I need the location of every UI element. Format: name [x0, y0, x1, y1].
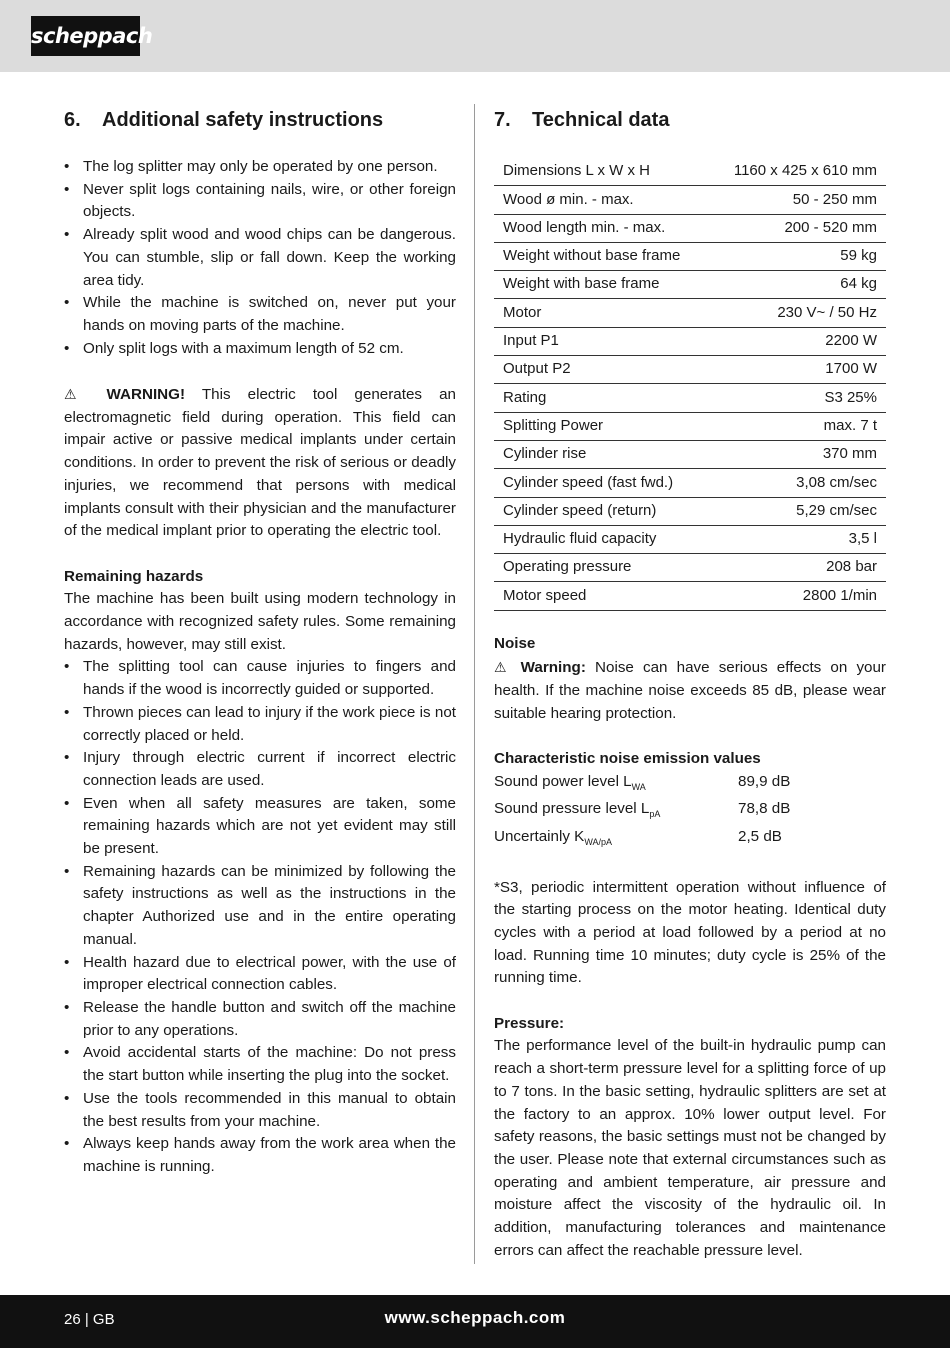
spec-label: Hydraulic fluid capacity [494, 525, 709, 553]
warning-triangle-icon: ⚠ [64, 386, 90, 403]
list-item: • The log splitter may only be operated by one person. [64, 156, 456, 179]
spec-label: Wood ø min. - max. [494, 186, 709, 214]
spec-value: 208 bar [709, 554, 886, 582]
spec-value: 2200 W [709, 327, 886, 355]
spec-label: Weight without base frame [494, 242, 709, 270]
spec-label: Weight with base frame [494, 271, 709, 299]
spec-label: Cylinder speed (return) [494, 497, 709, 525]
heading-text: Additional safety instructions [102, 109, 384, 131]
list-item: • While the machine is switched on, never put your hands on moving parts of the machine. [64, 292, 456, 337]
noise-warning-paragraph [494, 656, 886, 725]
spec-label: Cylinder speed (fast fwd.) [494, 469, 709, 497]
spec-value: 59 kg [709, 242, 886, 270]
spec-value: 2800 1/min [709, 582, 886, 610]
spec-value: 64 kg [709, 271, 886, 299]
table-row [494, 469, 886, 497]
spec-label: Wood length min. - max. [494, 214, 709, 242]
table-row [494, 412, 886, 440]
table-row [494, 299, 886, 327]
s3-note: *S3, periodic intermittent operation without influence of the starting process on the motor heating. Identical duty cycles with a period at load followed by a period at no load. Running time 10 minutes; duty cycle is 25% of the running time. [494, 878, 886, 987]
pressure-heading: Pressure: [494, 1014, 565, 1032]
emission-label-subscript: WA [631, 781, 646, 792]
footer-bar [0, 1295, 950, 1348]
noise-heading: Noise [494, 635, 536, 653]
emission-row [494, 771, 886, 799]
list-item: • Health hazard due to electrical power, with the use of improper electrical connection cables. [64, 952, 456, 997]
list-item: • Avoid accidental starts of the machine: Do not press the start button while inserting the plug into the socket. [64, 1042, 456, 1087]
table-row [494, 525, 886, 553]
table-row [494, 582, 886, 610]
list-item: • Never split logs containing nails, wire, or other foreign objects. [64, 179, 456, 224]
table-row [494, 384, 886, 412]
spec-value: S3 25% [709, 384, 886, 412]
table-row [494, 440, 886, 468]
spec-label: Motor speed [494, 582, 709, 610]
emission-value: 78,8 dB [738, 800, 791, 818]
table-row [494, 497, 886, 525]
emission-label-subscript: pA [649, 809, 661, 820]
scheppach-logo: scheppach [31, 16, 140, 56]
emission-label-subscript: WA/pA [584, 837, 613, 848]
emission-label [494, 826, 738, 854]
spec-label: Input P1 [494, 327, 709, 355]
technical-data-table [494, 158, 886, 611]
list-item: • Use the tools recommended in this manual to obtain the best results from your machine. [64, 1088, 456, 1133]
spec-value: 1700 W [709, 356, 886, 384]
table-row [494, 158, 886, 186]
warning-paragraph [64, 383, 456, 543]
spec-value: 5,29 cm/sec [709, 497, 886, 525]
website-link[interactable]: www.scheppach.com [384, 1308, 566, 1327]
list-item: • Even when all safety measures are taken, some remaining hazards which are not yet evident may still be present. [64, 793, 456, 861]
heading-number: 7. [494, 109, 511, 131]
list-item: • Thrown pieces can lead to injury if the work piece is not correctly placed or held. [64, 702, 456, 747]
list-item: • Already split wood and wood chips can be dangerous. You can stumble, slip or fall down. Keep the working area tidy. [64, 224, 456, 292]
heading-text: Technical data [532, 109, 670, 131]
warning-text: This electric tool generates an electromagnetic field during operation. This field can impair active or passive medical implants under certain conditions. In order to prevent the risk of serious or deadly injuries, we recommend that persons with medical implants consult with their physician and the manufacturer of the medical implant prior to operating the electric tool. [64, 386, 456, 540]
spec-label: Splitting Power [494, 412, 709, 440]
emission-label-text: Sound pressure level L [494, 800, 650, 818]
emission-row [494, 826, 886, 854]
spec-value: 200 - 520 mm [709, 214, 886, 242]
spec-label: Output P2 [494, 356, 709, 384]
spec-label: Dimensions L x W x H [494, 158, 709, 186]
spec-value: 3,5 l [709, 525, 886, 553]
section-7-heading [494, 106, 886, 156]
table-row [494, 356, 886, 384]
header-bar [0, 0, 950, 72]
spec-value: max. 7 t [709, 412, 886, 440]
right-column [494, 106, 886, 1262]
emission-label [494, 771, 738, 799]
list-item: • Injury through electric current if incorrect electric connection leads are used. [64, 747, 456, 792]
emission-label-text: Uncertainly K [494, 828, 585, 846]
spec-value: 50 - 250 mm [709, 186, 886, 214]
pressure-text: The performance level of the built-in hydraulic pump can reach a short-term pressure level for a splitting force of up to 7 tons. In the basic setting, hydraulic splitters are set at the factory to an approx. 10% lower output level. For safety reasons, the basic settings must not be changed by the user. Please note that external circumstances such as operating and ambient temperature, air pressure and moisture affect the viscosity of the hydraulic oil. In addition, manufacturing tolerances and maintenance errors can affect the reachable pressure level. [494, 1037, 886, 1259]
list-item: • The splitting tool can cause injuries to fingers and hands if the wood is incorrectly guided or supported. [64, 656, 456, 701]
emission-label [494, 798, 738, 826]
spec-label: Rating [494, 384, 709, 412]
table-row [494, 554, 886, 582]
emission-values [494, 771, 886, 854]
hazards-list [64, 656, 456, 1178]
safety-list [64, 156, 456, 360]
table-row [494, 327, 886, 355]
table-row [494, 242, 886, 270]
spec-value: 370 mm [709, 440, 886, 468]
left-column [64, 106, 456, 1179]
emission-row [494, 798, 886, 826]
noise-warning-text: Noise can have serious effects on your health. If the machine noise exceeds 85 dB, please wear suitable hearing protection. [494, 659, 886, 722]
noise-warning-label: Warning: [520, 659, 586, 677]
warning-triangle-icon: ⚠ [494, 659, 512, 676]
spec-value: 230 V~ / 50 Hz [709, 299, 886, 327]
spec-value: 1160 x 425 x 610 mm [709, 158, 886, 186]
warning-label: WARNING! [106, 386, 186, 404]
remaining-hazards-intro: The machine has been built using modern technology in accordance with recognized safety rules. Some remaining hazards, however, may still exist. [64, 590, 456, 653]
emission-value: 2,5 dB [738, 828, 782, 846]
page-number: 26 | GB [64, 1311, 115, 1328]
table-row [494, 214, 886, 242]
heading-number: 6. [64, 109, 81, 131]
spec-label: Motor [494, 299, 709, 327]
spec-value: 3,08 cm/sec [709, 469, 886, 497]
section-6-heading [64, 106, 456, 156]
emission-label-text: Sound power level L [494, 772, 632, 790]
list-item: • Always keep hands away from the work area when the machine is running. [64, 1133, 456, 1178]
list-item: • Release the handle button and switch off the machine prior to any operations. [64, 997, 456, 1042]
table-row [494, 271, 886, 299]
spec-label: Operating pressure [494, 554, 709, 582]
spec-label: Cylinder rise [494, 440, 709, 468]
list-item: • Remaining hazards can be minimized by following the safety instructions as well as the instructions in the chapter Authorized use and in the entire operating manual. [64, 861, 456, 952]
list-item: • Only split logs with a maximum length of 52 cm. [64, 338, 456, 361]
column-divider [474, 104, 475, 1264]
remaining-hazards-heading: Remaining hazards [64, 567, 204, 585]
table-row [494, 186, 886, 214]
emission-value: 89,9 dB [738, 772, 791, 790]
emission-heading: Characteristic noise emission values [494, 749, 761, 767]
